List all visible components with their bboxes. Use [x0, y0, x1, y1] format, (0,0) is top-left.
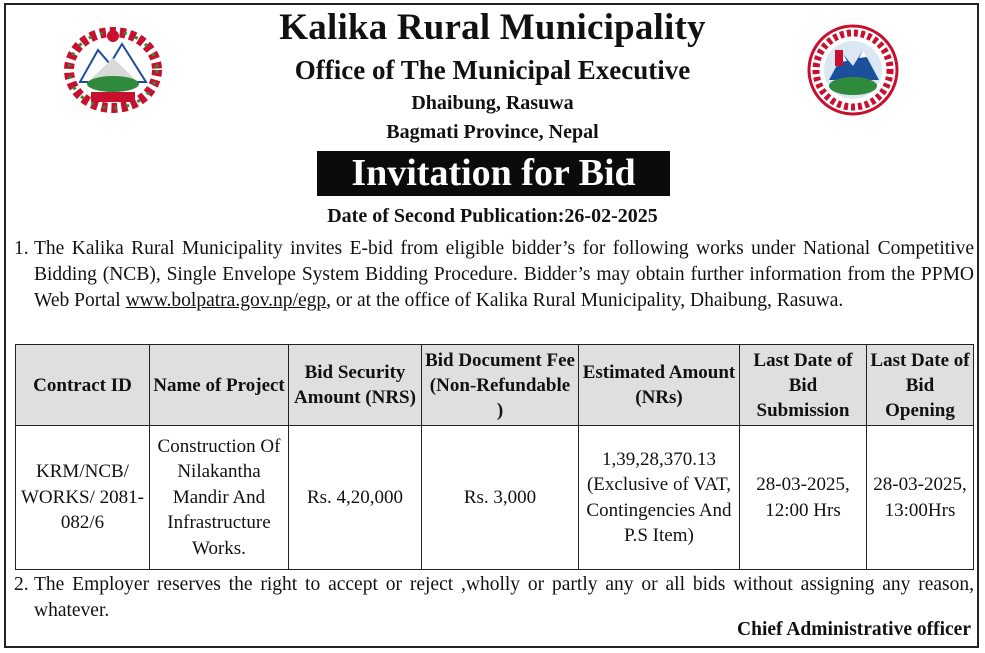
paragraph-2	[14, 572, 974, 624]
municipality-title: Kalika Rural Municipality	[279, 7, 706, 48]
table-header-row	[16, 345, 974, 426]
paragraph-1-text-end: , or at the office of Kalika Rural Municipality, Dhaibung, Rasuwa.	[326, 290, 844, 311]
cell-submission-date: 28-03-2025, 12:00 Hrs	[740, 426, 867, 570]
paragraph-1	[14, 236, 974, 314]
address-line-2: Bagmati Province, Nepal	[386, 121, 599, 143]
header-project-name: Name of Project	[150, 345, 289, 426]
publication-date: Date of Second Publication:26-02-2025	[327, 205, 658, 227]
bid-table	[15, 344, 974, 570]
cell-project-name: Construction Of Nilakantha Mandir And Infrastructure Works.	[150, 426, 289, 570]
paragraph-1-number: 1.	[14, 238, 29, 259]
cell-bid-security: Rs. 4,20,000	[289, 426, 422, 570]
address-line-1: Dhaibung, Rasuwa	[411, 92, 574, 114]
paragraph-1-text	[34, 236, 974, 314]
header-document-fee: Bid Document Fee (Non-Refundable )	[422, 345, 579, 426]
paragraph-1-text-start: The Kalika Rural Municipality invites E-bid from eligible bidder’s for following works under National Competitive Bidding (NCB), Single Envelope System Bidding Procedure. Bidder’s may obtain further information from the PPMO Web Portal	[34, 238, 974, 311]
header-submission-date: Last Date of Bid Submission	[740, 345, 867, 426]
ppmo-portal-link[interactable]: www.bolpatra.gov.np/egp	[125, 290, 327, 311]
office-subtitle: Office of The Municipal Executive	[294, 55, 691, 85]
cell-contract-id: KRM/NCB/ WORKS/ 2081-082/6	[16, 426, 150, 570]
header-contract-id: Contract ID	[16, 345, 150, 426]
signatory-title: Chief Administrative officer	[737, 619, 971, 640]
paragraph-2-text: The Employer reserves the right to accept or reject ,wholly or partly any or all bids without assigning any reason, whatever.	[34, 574, 974, 621]
cell-estimated-amount: 1,39,28,370.13 (Exclusive of VAT, Contingencies And P.S Item)	[579, 426, 740, 570]
cell-document-fee: Rs. 3,000	[422, 426, 579, 570]
header-estimated-amount: Estimated Amount (NRs)	[579, 345, 740, 426]
cell-opening-date: 28-03-2025, 13:00Hrs	[867, 426, 974, 570]
table-row	[16, 426, 974, 570]
invitation-banner: Invitation for Bid	[317, 151, 670, 196]
header-opening-date: Last Date of Bid Opening	[867, 345, 974, 426]
header-bid-security: Bid Security Amount (NRS)	[289, 345, 422, 426]
paragraph-2-number: 2.	[14, 574, 29, 595]
